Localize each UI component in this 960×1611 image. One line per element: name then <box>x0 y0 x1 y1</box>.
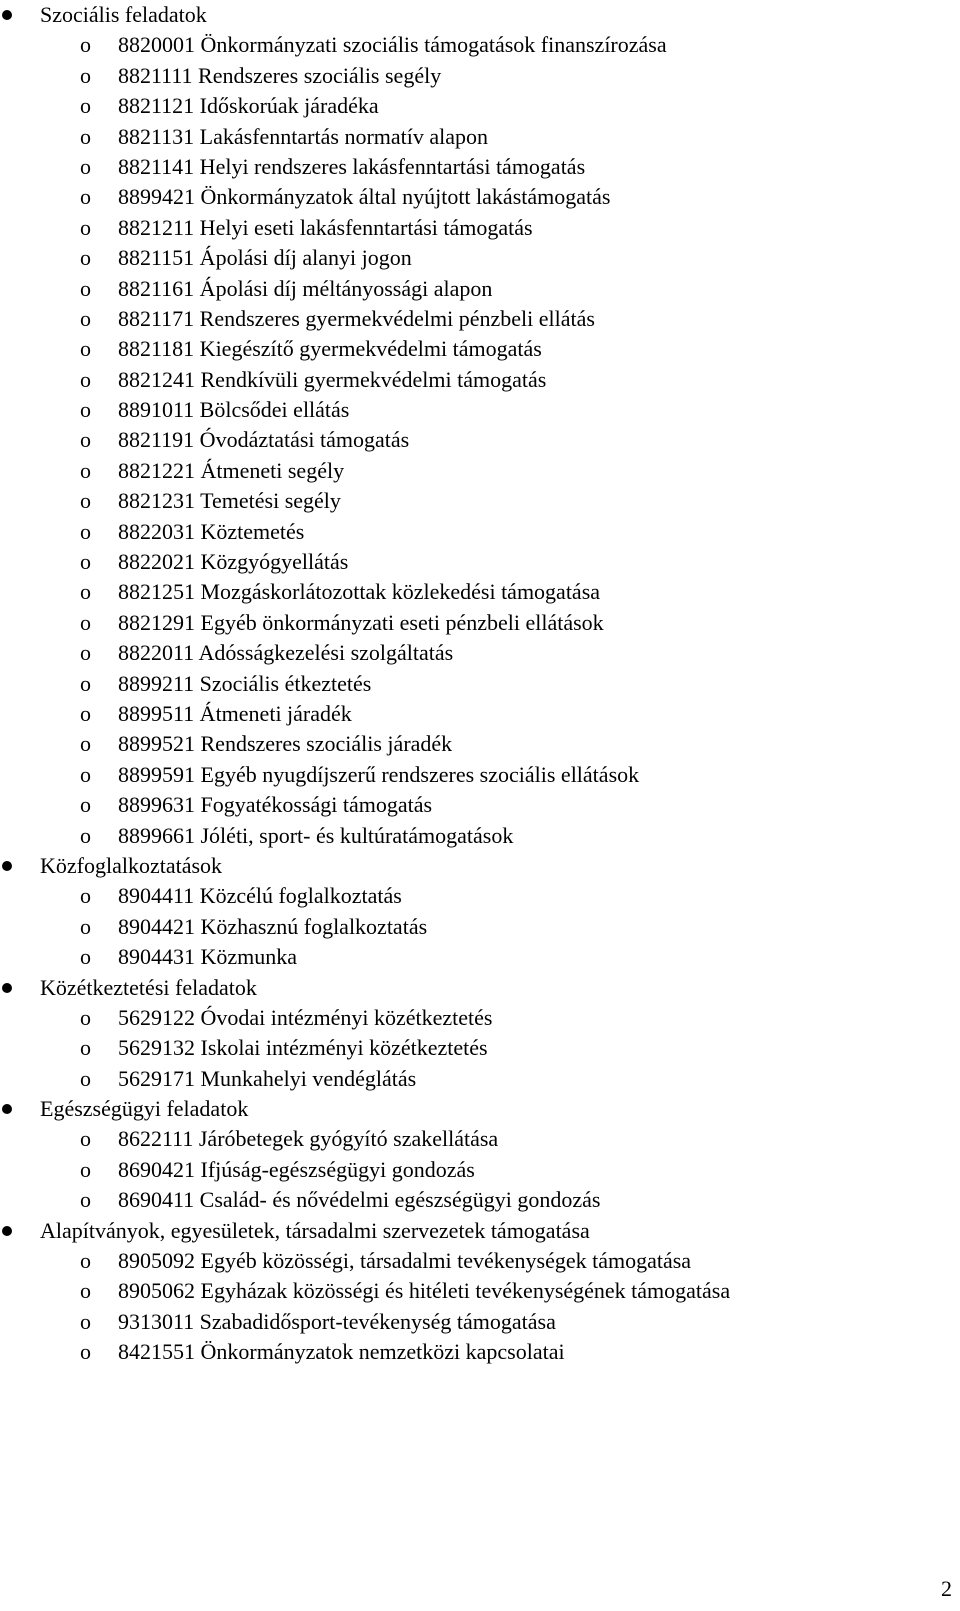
bullet-disc-icon <box>2 983 12 993</box>
list-item <box>0 517 960 547</box>
section <box>0 1216 960 1368</box>
list-item-text: 8822031 Köztemetés <box>118 518 305 544</box>
bullet-circle-icon: o <box>80 32 91 58</box>
bullet-circle-icon: o <box>80 1065 91 1091</box>
bullet-circle-icon: o <box>80 731 91 757</box>
list-item <box>0 91 960 121</box>
bullet-circle-icon: o <box>80 640 91 666</box>
bullet-circle-icon: o <box>80 700 91 726</box>
bullet-circle-icon: o <box>80 93 91 119</box>
list-item <box>0 334 960 364</box>
list-item-text: 5629171 Munkahelyi vendéglátás <box>118 1065 417 1091</box>
list-item <box>0 122 960 152</box>
section-header <box>0 1094 960 1124</box>
list-item-text: 8821181 Kiegészítő gyermekvédelmi támogatás <box>118 336 542 362</box>
list-item-text: 8899211 Szociális étkeztetés <box>118 670 372 696</box>
list-item-text: 8821151 Ápolási díj alanyi jogon <box>118 245 412 271</box>
section-title: Közfoglalkoztatások <box>40 852 223 878</box>
list-item-text: 8904411 Közcélú foglalkoztatás <box>118 883 402 909</box>
list-item <box>0 1033 960 1063</box>
list-item <box>0 152 960 182</box>
list-item <box>0 547 960 577</box>
bullet-circle-icon: o <box>80 397 91 423</box>
bullet-circle-icon: o <box>80 62 91 88</box>
bullet-circle-icon: o <box>80 792 91 818</box>
list-item-text: 5629122 Óvodai intézményi közétkeztetés <box>118 1004 493 1030</box>
list-item-text: 8821121 Időskorúak járadéka <box>118 93 379 119</box>
bullet-circle-icon: o <box>80 1308 91 1334</box>
list-item <box>0 425 960 455</box>
list-item <box>0 1064 960 1094</box>
bullet-circle-icon: o <box>80 822 91 848</box>
bullet-circle-icon: o <box>80 579 91 605</box>
list-item-text: 8821221 Átmeneti segély <box>118 457 345 483</box>
list-item <box>0 760 960 790</box>
section-title: Alapítványok, egyesületek, társadalmi szervezetek támogatása <box>40 1217 590 1243</box>
list-item <box>0 1124 960 1154</box>
list-item-text: 8821231 Temetési segély <box>118 488 341 514</box>
list-item <box>0 304 960 334</box>
section-header <box>0 1216 960 1246</box>
section-title: Szociális feladatok <box>40 2 207 27</box>
bullet-disc-icon <box>2 10 12 20</box>
bullet-circle-icon: o <box>80 944 91 970</box>
list-item-text: 8821141 Helyi rendszeres lakásfenntartási támogatás <box>118 153 586 179</box>
list-item <box>0 365 960 395</box>
bullet-circle-icon: o <box>80 457 91 483</box>
list-item-text: 8821291 Egyéb önkormányzati eseti pénzbeli ellátások <box>118 609 604 635</box>
list-item-text: 8622111 Járóbetegek gyógyító szakellátása <box>118 1126 499 1152</box>
list-item <box>0 821 960 851</box>
bullet-circle-icon: o <box>80 1248 91 1274</box>
list-item-text: 8690421 Ifjúság-egészségügyi gondozás <box>118 1156 475 1182</box>
list-item <box>0 638 960 668</box>
section-header <box>0 0 960 30</box>
list-item-text: 8899591 Egyéb nyugdíjszerű rendszeres szociális ellátások <box>118 761 640 787</box>
bullet-circle-icon: o <box>80 305 91 331</box>
bullet-circle-icon: o <box>80 549 91 575</box>
bullet-circle-icon: o <box>80 123 91 149</box>
section <box>0 1094 960 1216</box>
list-item-text: 8899421 Önkormányzatok által nyújtott lakástámogatás <box>118 184 611 210</box>
list-item-text: 8905062 Egyházak közösségi és hitéleti tevékenységének támogatása <box>118 1278 731 1304</box>
list-item-text: 8905092 Egyéb közösségi, társadalmi tevékenységek támogatása <box>118 1248 692 1274</box>
list-item <box>0 61 960 91</box>
list-item-text: 8822011 Adósságkezelési szolgáltatás <box>118 640 454 666</box>
list-item-text: 8821171 Rendszeres gyermekvédelmi pénzbeli ellátás <box>118 305 595 331</box>
list-item <box>0 669 960 699</box>
bullet-circle-icon: o <box>80 761 91 787</box>
list-item-text: 8821131 Lakásfenntartás normatív alapon <box>118 123 489 149</box>
list-item <box>0 395 960 425</box>
list-item-text: 8821251 Mozgáskorlátozottak közlekedési támogatása <box>118 579 601 605</box>
list-item <box>0 942 960 972</box>
section <box>0 973 960 1095</box>
list-item <box>0 881 960 911</box>
bullet-circle-icon: o <box>80 488 91 514</box>
list-item-text: 8899511 Átmeneti járadék <box>118 700 352 726</box>
list-item-text: 8820001 Önkormányzati szociális támogatások finanszírozása <box>118 32 667 58</box>
list-item <box>0 1155 960 1185</box>
list-item-text: 8821211 Helyi eseti lakásfenntartási támogatás <box>118 214 533 240</box>
list-item-text: 8821111 Rendszeres szociális segély <box>118 62 442 88</box>
bullet-disc-icon <box>2 1226 12 1236</box>
section-header <box>0 851 960 881</box>
list-item <box>0 30 960 60</box>
bullet-circle-icon: o <box>80 1004 91 1030</box>
bullet-circle-icon: o <box>80 336 91 362</box>
bullet-circle-icon: o <box>80 184 91 210</box>
list-item-text: 8891011 Bölcsődei ellátás <box>118 397 350 423</box>
list-item-text: 8821241 Rendkívüli gyermekvédelmi támogatás <box>118 366 547 392</box>
bullet-circle-icon: o <box>80 670 91 696</box>
list-item-text: 8821161 Ápolási díj méltányossági alapon <box>118 275 493 301</box>
bullet-circle-icon: o <box>80 214 91 240</box>
list-item-text: 8822021 Közgyógyellátás <box>118 549 349 575</box>
bullet-circle-icon: o <box>80 1126 91 1152</box>
bullet-circle-icon: o <box>80 609 91 635</box>
list-item <box>0 1307 960 1337</box>
bullet-disc-icon <box>2 1104 12 1114</box>
list-item-text: 8899661 Jóléti, sport- és kultúratámogatások <box>118 822 514 848</box>
list-item <box>0 1337 960 1367</box>
list-item-text: 8821191 Óvodáztatási támogatás <box>118 427 410 453</box>
list-item-text: 9313011 Szabadidősport-tevékenység támogatása <box>118 1308 556 1334</box>
list-item <box>0 213 960 243</box>
bullet-circle-icon: o <box>80 275 91 301</box>
bullet-circle-icon: o <box>80 1035 91 1061</box>
list-item <box>0 1185 960 1215</box>
section-header <box>0 973 960 1003</box>
list-item-text: 8899631 Fogyatékossági támogatás <box>118 792 433 818</box>
bullet-circle-icon: o <box>80 1278 91 1304</box>
list-item-text: 8904431 Közmunka <box>118 944 298 970</box>
list-item-text: 8690411 Család- és nővédelmi egészségügyi gondozás <box>118 1187 601 1213</box>
list-item <box>0 1276 960 1306</box>
list-item <box>0 577 960 607</box>
list-item-text: 8899521 Rendszeres szociális járadék <box>118 731 453 757</box>
list-item <box>0 182 960 212</box>
bullet-disc-icon <box>2 861 12 871</box>
list-item <box>0 1003 960 1033</box>
list-item <box>0 1246 960 1276</box>
list-item <box>0 486 960 516</box>
section <box>0 851 960 973</box>
bullet-circle-icon: o <box>80 883 91 909</box>
bullet-circle-icon: o <box>80 1339 91 1365</box>
bullet-circle-icon: o <box>80 153 91 179</box>
list-item-text: 8904421 Közhasznú foglalkoztatás <box>118 913 428 939</box>
bullet-circle-icon: o <box>80 1156 91 1182</box>
list-item <box>0 274 960 304</box>
list-item <box>0 912 960 942</box>
bullet-circle-icon: o <box>80 366 91 392</box>
list-item <box>0 456 960 486</box>
section-title: Egészségügyi feladatok <box>40 1096 249 1122</box>
list-item <box>0 790 960 820</box>
bullet-circle-icon: o <box>80 913 91 939</box>
list-item <box>0 699 960 729</box>
list-item-text: 5629132 Iskolai intézményi közétkeztetés <box>118 1035 488 1061</box>
list-item <box>0 243 960 273</box>
bullet-circle-icon: o <box>80 518 91 544</box>
list-item <box>0 608 960 638</box>
list-item <box>0 729 960 759</box>
bullet-circle-icon: o <box>80 1187 91 1213</box>
section-title: Közétkeztetési feladatok <box>40 974 257 1000</box>
page-number: 2 <box>941 1576 952 1601</box>
bullet-circle-icon: o <box>80 245 91 271</box>
list-item-text: 8421551 Önkormányzatok nemzetközi kapcsolatai <box>118 1339 565 1365</box>
bullet-circle-icon: o <box>80 427 91 453</box>
